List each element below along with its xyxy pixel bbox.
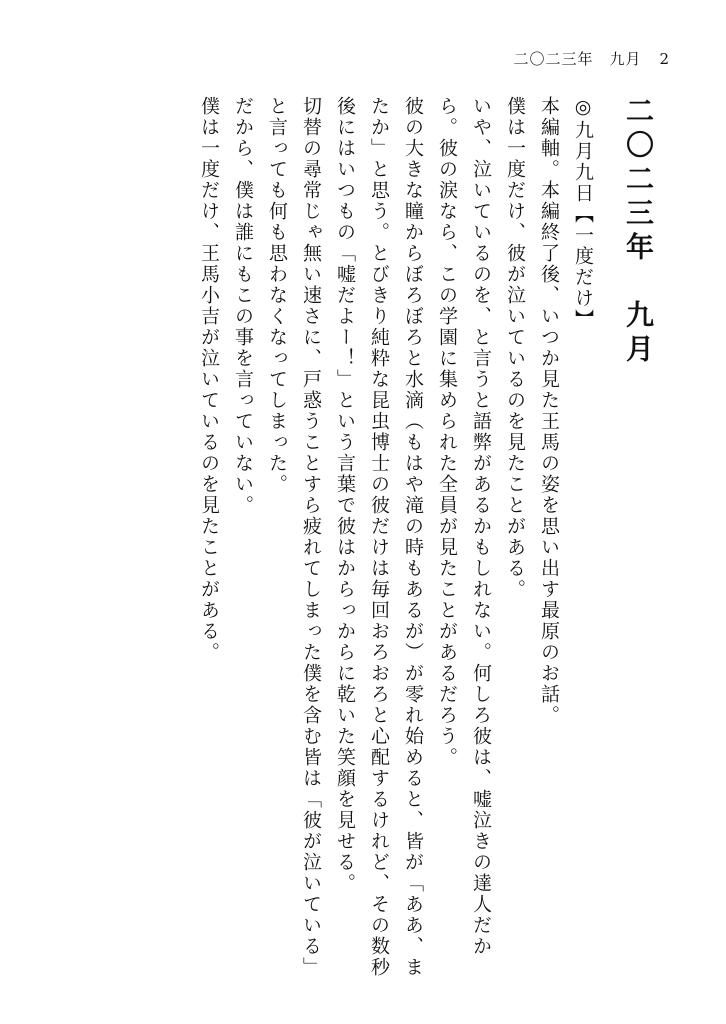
running-header [513,48,670,69]
section-summary: 本編軸。本編終了後、いつか見た王馬の姿を思い出す最原のお話。 [538,96,560,726]
section-heading: ◎九月九日【一度だけ】 [572,96,594,330]
paragraph: 切替の尋常じゃ無い速さに、戸惑うことすら疲れてしまった僕を含む皆は「彼が泣いている」と言っても何も思わなくなってしまった。 [266,96,322,978]
paragraph: いや、泣いているのを、と言うと語弊があるかもしれない。何しろ彼は、嘘泣きの達人だから。彼の涙なら、この学園に集められた全員が見たことがあるだろう。 [436,96,492,957]
page-number: 2 [659,50,670,68]
header-year-month: 二〇二三年 九月 [513,50,642,68]
paragraph: 僕は一度だけ、彼が泣いているのを見たことがある。 [504,96,526,600]
paragraph: 僕は一度だけ、王馬小吉が泣いているのを見たことがある。 [198,96,220,663]
body-text [192,96,664,996]
chapter-title: 二〇二三年 九月 [622,96,655,368]
paragraph: だから、僕は誰にもこの事を言っていない。 [232,96,254,516]
paragraph: 彼の大きな瞳からぼろぼろと水滴（もはや滝の時もあるが）が零れ始めると、皆が「ああ、またか」と思う。とびきり純粋な昆虫博士の彼だけは毎回おろおろと心配するけれど、その数秒後にはいつもの「嘘だよー！」という言葉で彼はからっからに乾いた笑顔を見せる。 [334,96,424,978]
